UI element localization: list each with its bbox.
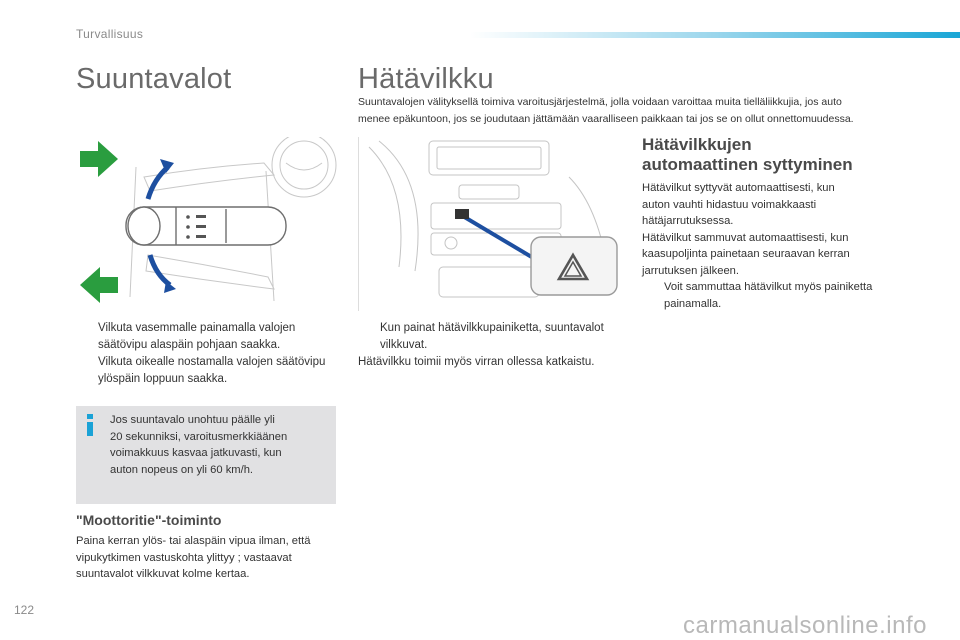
watermark: carmanualsonline.info [683, 612, 927, 639]
right-turn-arrow-icon [80, 141, 118, 177]
list-item [76, 354, 338, 388]
title-hatavilkku: Hätävilkku [358, 63, 494, 95]
motorway-line: Paina kerran ylös- tai alaspäin vipua ilman, että [76, 535, 311, 547]
motorway-heading: "Moottoritie"-toiminto [76, 512, 222, 528]
bullet-text: Voit sammuttaa hätävilkut myös painiketta painamalla. [664, 281, 873, 310]
stalk-drawing [76, 137, 338, 309]
auto-hazard-line: hätäjarrutuksessa. [642, 215, 734, 227]
header-accent-bar [470, 32, 960, 38]
hazard-note: Hätävilkku toimii myös virran ollessa katkaistu. [358, 356, 595, 368]
hazard-switch-illustration [358, 137, 620, 311]
info-text [110, 412, 325, 478]
info-box [76, 406, 336, 504]
left-turn-arrow-icon [80, 267, 118, 303]
auto-hazard-line: jarrutuksen jälkeen. [642, 264, 740, 277]
title-suuntavalot: Suuntavalot [76, 63, 232, 95]
bullet-text: Vilkuta oikealle nostamalla valojen säätövipu ylöspäin loppuun saakka. [98, 356, 326, 385]
auto-hazard-text [642, 180, 912, 312]
section-header: Turvallisuus [76, 27, 144, 41]
bullet-text: Vilkuta vasemmalle painamalla valojen säätövipu alaspäin pohjaan saakka. [98, 322, 296, 351]
auto-hazard-heading [642, 135, 912, 175]
indicator-stalk-illustration [76, 137, 338, 309]
auto-hazard-heading-line: Hätävilkkujen [642, 135, 752, 154]
hazard-instructions [358, 320, 620, 371]
list-item [76, 320, 338, 354]
page-number: 122 [14, 603, 35, 617]
info-line: voimakkuus kasvaa jatkuvasti, kun [110, 447, 282, 459]
auto-hazard-heading-line: automaattinen syttyminen [642, 155, 853, 174]
auto-hazard-line: Hätävilkut sammuvat automaattisesti, kun [642, 231, 849, 244]
motorway-text [76, 533, 346, 583]
hazard-intro-line-2: menee epäkuntoon, jos se joudutaan jättämään vaaralliseen paikkaan tai jos se on ollut onnettomuudessa. [358, 113, 854, 125]
info-icon [84, 414, 96, 436]
hazard-intro [358, 94, 918, 128]
list-item [642, 279, 912, 312]
auto-hazard-line: kaasupoljinta painetaan seuraavan kerran [642, 248, 850, 260]
motorway-line: suuntavalot vilkkuvat kolme kertaa. [76, 568, 250, 580]
info-line: 20 sekunniksi, varoitusmerkkiäänen [110, 430, 288, 443]
auto-hazard-line: Hätävilkut syttyvät automaattisesti, kun [642, 182, 835, 194]
hazard-button-zoom [531, 237, 617, 295]
dashboard-drawing [359, 137, 621, 311]
hazard-intro-line-1: Suuntavalojen välityksellä toimiva varoitusjärjestelmä, jolla voidaan varoittaa muita tielläliikkujia, jos auto [358, 96, 842, 108]
turn-signal-instructions [76, 320, 338, 388]
arrow-up-icon [148, 159, 174, 199]
info-line: Jos suuntavalo unohtuu päälle yli [110, 414, 275, 426]
info-line: auton nopeus on yli 60 km/h. [110, 463, 254, 476]
auto-hazard-line: auton vauhti hidastuu voimakkaasti [642, 198, 817, 211]
motorway-line: vipukytkimen vastuskohta ylittyy ; vastaavat [76, 551, 292, 564]
bullet-text: Kun painat hätävilkkupainiketta, suuntavalot vilkkuvat. [380, 322, 604, 351]
list-item [358, 320, 620, 354]
